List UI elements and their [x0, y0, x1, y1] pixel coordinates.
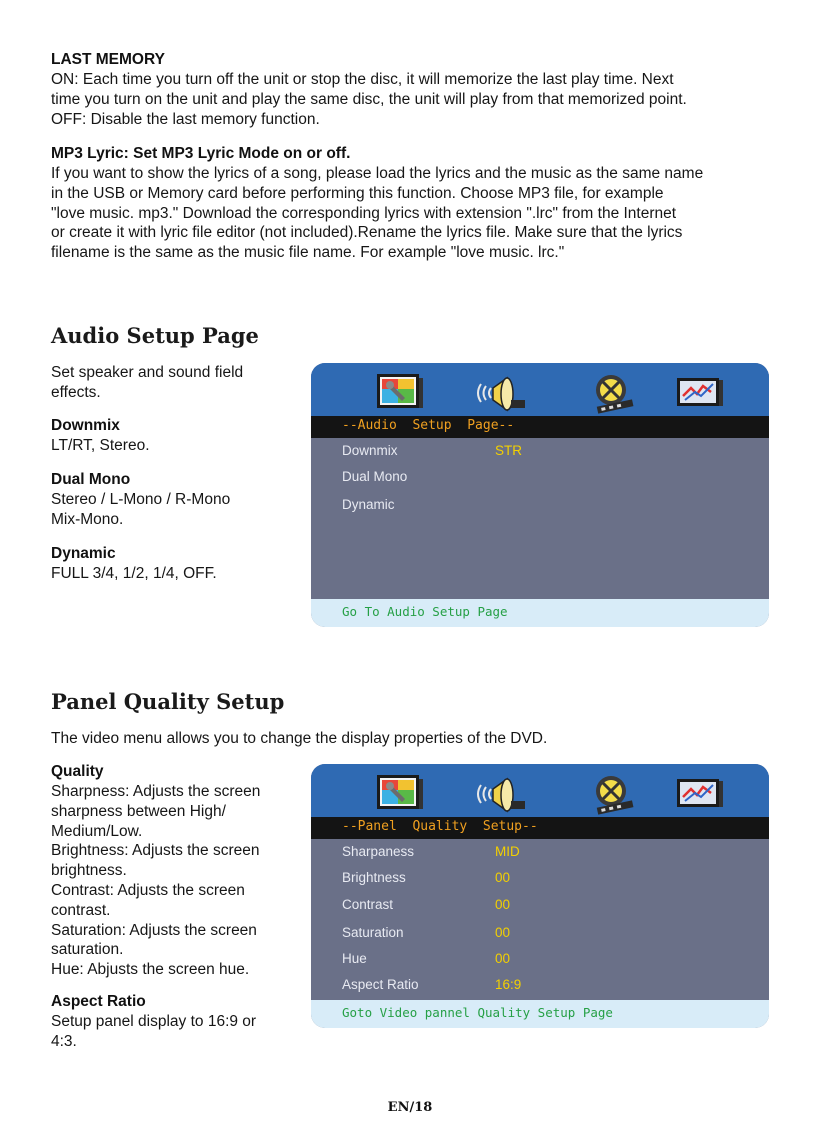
dual-mono-text — [51, 490, 301, 530]
audio-setup-heading: Audio Setup Page — [51, 323, 259, 348]
quality-line: saturation. — [51, 941, 124, 959]
quality-line: Hue: Abjusts the screen hue. — [51, 961, 250, 979]
menu-title: --Audio Setup Page-- — [342, 418, 515, 433]
aspect-ratio-title: Aspect Ratio — [51, 993, 146, 1010]
menu-row-hue[interactable]: Hue — [342, 951, 367, 966]
menu-footer-bar — [311, 1000, 769, 1028]
preference-setup-icon[interactable] — [671, 370, 727, 416]
preference-setup-icon[interactable] — [671, 771, 727, 817]
quality-line: sharpness between High/ — [51, 802, 226, 820]
general-setup-icon[interactable] — [371, 771, 427, 817]
menu-icon-bar — [311, 764, 769, 824]
video-setup-icon[interactable] — [583, 771, 639, 817]
menu-row-contrast[interactable]: Contrast — [342, 897, 394, 912]
mp3-lyric-line: filename is the same as the music file name. For example "love music. lrc." — [51, 244, 565, 262]
dual-mono-line: Mix-Mono. — [51, 510, 124, 528]
menu-icon-bar — [311, 363, 769, 423]
menu-row-value: 00 — [495, 870, 511, 885]
menu-row-downmix[interactable]: Downmix — [342, 443, 398, 458]
quality-line: contrast. — [51, 901, 111, 919]
quality-line: Saturation: Adjusts the screen — [51, 921, 257, 939]
dual-mono-line: Stereo / L-Mono / R-Mono — [51, 491, 231, 508]
menu-row-dual-mono[interactable]: Dual Mono — [342, 469, 408, 484]
audio-setup-menu — [311, 363, 769, 627]
last-memory-body — [51, 70, 791, 129]
menu-row-value: MID — [495, 844, 520, 859]
quality-title: Quality — [51, 763, 104, 780]
mp3-lyric-body — [51, 164, 801, 263]
quality-text — [51, 782, 301, 980]
panel-quality-intro: The video menu allows you to change the display properties of the DVD. — [51, 730, 548, 747]
dual-mono-title: Dual Mono — [51, 471, 131, 488]
video-setup-icon[interactable] — [583, 370, 639, 416]
aspect-line: 4:3. — [51, 1032, 77, 1050]
last-memory-title: LAST MEMORY — [51, 51, 165, 68]
panel-quality-heading: Panel Quality Setup — [51, 689, 285, 714]
menu-row-value: 00 — [495, 897, 511, 912]
dynamic-title: Dynamic — [51, 545, 116, 562]
last-memory-line: OFF: Disable the last memory function. — [51, 110, 320, 128]
quality-line: Contrast: Adjusts the screen — [51, 881, 245, 899]
mp3-lyric-line: If you want to show the lyrics of a song, please load the lyrics and the music as the same name — [51, 165, 704, 182]
quality-line: Sharpness: Adjusts the screen — [51, 783, 261, 800]
mp3-lyric-title: MP3 Lyric: Set MP3 Lyric Mode on or off. — [51, 145, 351, 162]
page-number: EN/18 — [387, 1100, 433, 1115]
aspect-line: Setup panel display to 16:9 or — [51, 1013, 257, 1030]
downmix-text: LT/RT, Stereo. — [51, 437, 150, 454]
panel-quality-menu — [311, 764, 769, 1028]
quality-line: Medium/Low. — [51, 822, 143, 840]
mp3-lyric-line: or create it with lyric file editor (not included).Rename the lyrics file. Make sure that the lyrics — [51, 224, 683, 242]
last-memory-line: time you turn on the unit and play the same disc, the unit will play from that memorized point. — [51, 90, 687, 108]
menu-title: --Panel Quality Setup-- — [342, 819, 538, 834]
audio-intro-line: Set speaker and sound field — [51, 364, 244, 381]
audio-setup-icon[interactable] — [471, 771, 527, 817]
menu-row-aspect-ratio[interactable]: Aspect Ratio — [342, 977, 419, 992]
menu-row-saturation[interactable]: Saturation — [342, 925, 404, 940]
audio-intro-line: effects. — [51, 383, 101, 401]
downmix-title: Downmix — [51, 417, 120, 434]
menu-title-bar — [311, 416, 769, 438]
menu-row-value: 00 — [495, 925, 511, 940]
audio-setup-icon[interactable] — [471, 370, 527, 416]
dynamic-text: FULL 3/4, 1/2, 1/4, OFF. — [51, 565, 217, 582]
mp3-lyric-line: in the USB or Memory card before performing this function. Choose MP3 file, for example — [51, 184, 664, 202]
quality-line: Brightness: Adjusts the screen — [51, 842, 260, 860]
menu-row-value: STR — [495, 443, 522, 458]
last-memory-line: ON: Each time you turn off the unit or stop the disc, it will memorize the last play time. Next — [51, 71, 674, 88]
menu-footer-text: Go To Audio Setup Page — [342, 604, 508, 619]
menu-footer-text: Goto Video pannel Quality Setup Page — [342, 1005, 613, 1020]
menu-row-dynamic[interactable]: Dynamic — [342, 497, 395, 512]
mp3-lyric-line: "love music. mp3." Download the corresponding lyrics with extension ".lrc" from the Internet — [51, 204, 677, 222]
audio-setup-intro — [51, 363, 301, 403]
general-setup-icon[interactable] — [371, 370, 427, 416]
aspect-ratio-text — [51, 1012, 301, 1052]
menu-footer-bar — [311, 599, 769, 627]
menu-row-value: 16:9 — [495, 977, 522, 992]
quality-line: brightness. — [51, 862, 127, 880]
menu-row-sharpness[interactable]: Sharpaness — [342, 844, 415, 859]
menu-title-bar — [311, 817, 769, 839]
menu-row-value: 00 — [495, 951, 511, 966]
menu-row-brightness[interactable]: Brightness — [342, 870, 406, 885]
